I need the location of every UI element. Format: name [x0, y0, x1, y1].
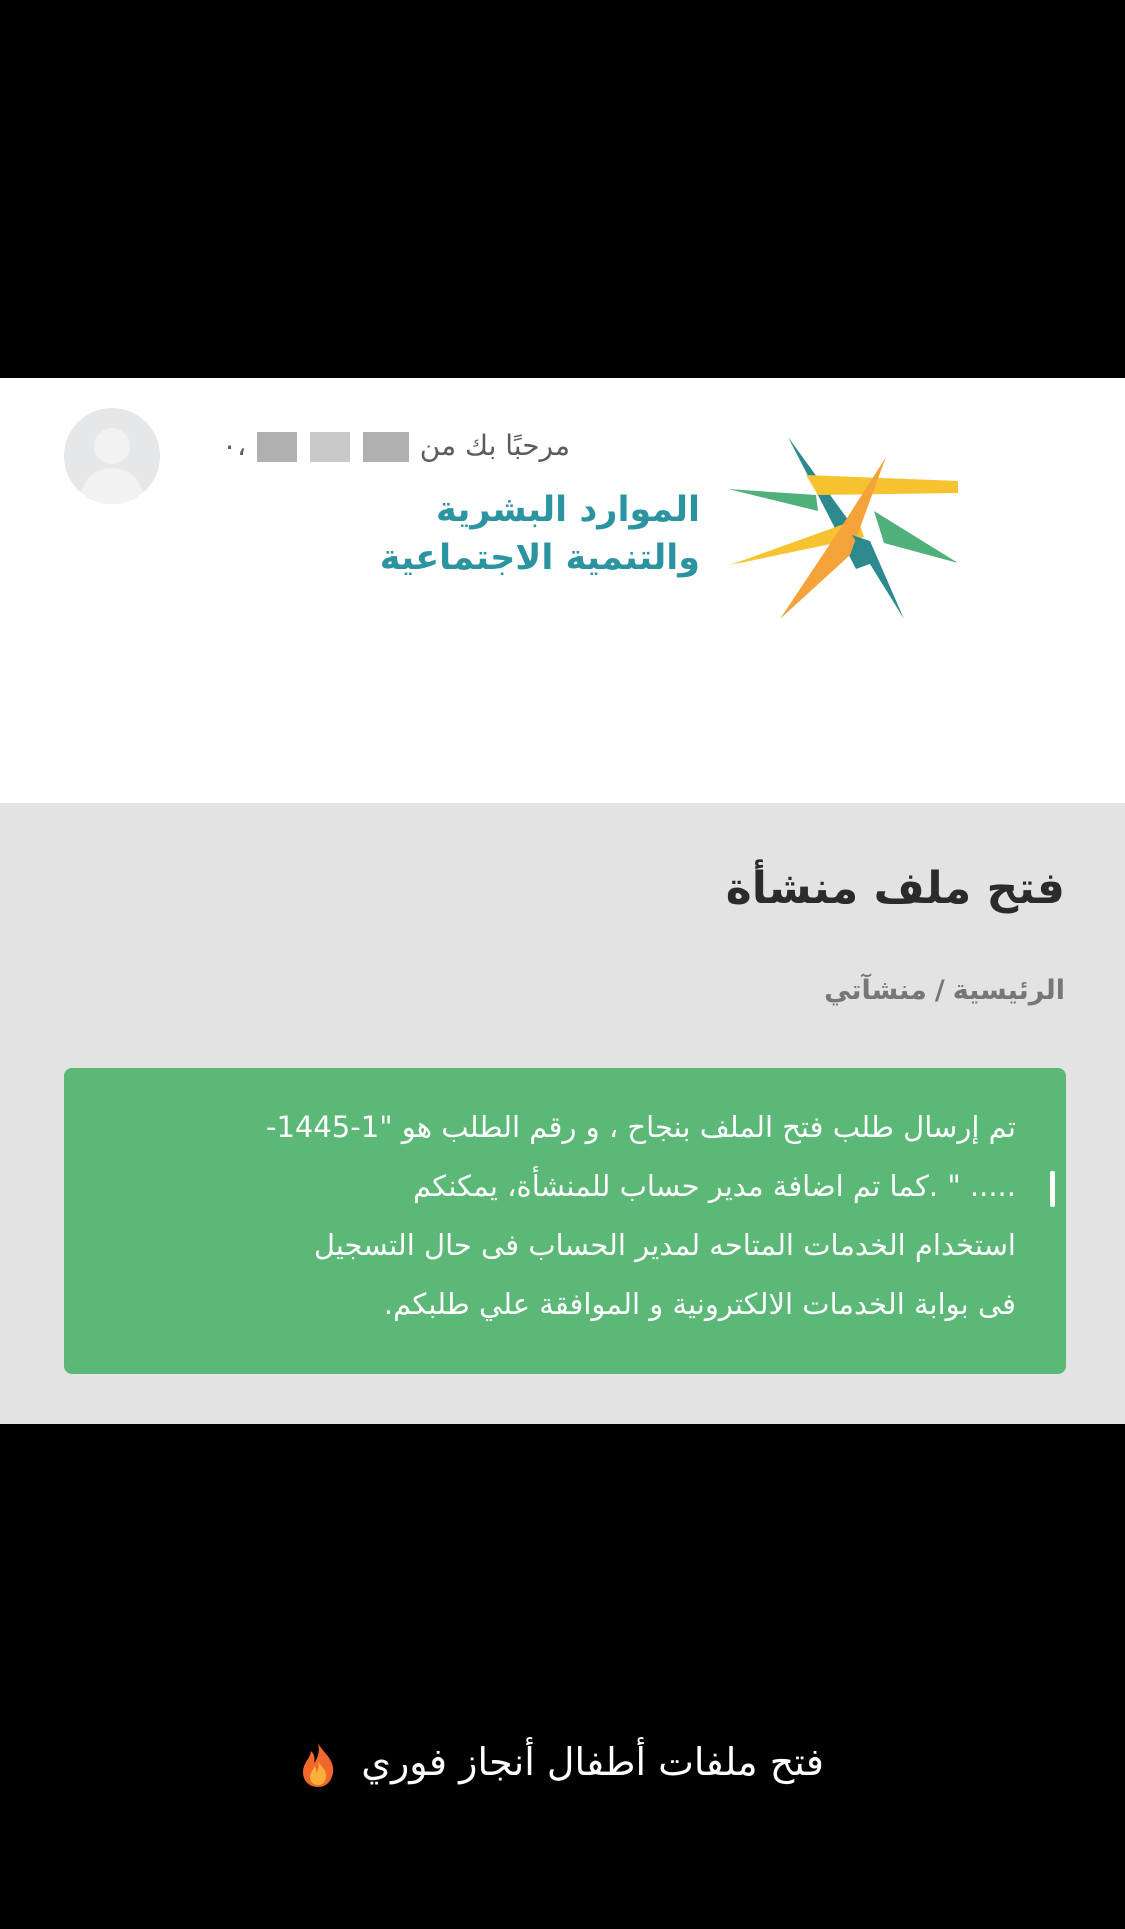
user-avatar-icon[interactable]	[64, 408, 160, 504]
fire-icon	[301, 1743, 335, 1787]
text-cursor-icon	[1050, 1171, 1055, 1207]
site-header	[0, 378, 1125, 803]
redacted-name-icon	[363, 432, 409, 462]
alert-line-3: استخدام الخدمات المتاحه لمدير الحساب فى حال التسجيل	[313, 1228, 1016, 1262]
breadcrumb-current: منشآتي	[824, 975, 927, 1006]
logo-line-1: الموارد البشرية	[435, 490, 700, 530]
redacted-name-icon	[257, 432, 297, 462]
success-alert	[64, 1068, 1066, 1374]
breadcrumb	[824, 975, 1065, 1006]
alert-line-1: تم إرسال طلب فتح الملف بنجاح ، و رقم الطلب هو "1-1445-	[265, 1110, 1016, 1144]
welcome-suffix: ،٠	[222, 429, 247, 462]
welcome-prefix: مرحبًا بك	[464, 429, 570, 462]
logo-line-2: والتنمية الاجتماعية	[379, 538, 700, 578]
welcome-message	[190, 424, 570, 468]
caption-text: فتح ملفات أطفال أنجاز فوري	[361, 1740, 824, 1784]
main-content	[0, 803, 1125, 1424]
breadcrumb-home[interactable]: الرئيسية	[952, 975, 1065, 1006]
logo-wordmark	[340, 486, 700, 582]
story-caption	[0, 1732, 1125, 1792]
alert-line-2: ..... " .كما تم اضافة مدير حساب للمنشأة، يمكنكم	[413, 1169, 1016, 1203]
hrsd-star-logo-icon	[728, 437, 958, 619]
welcome-partial: من	[419, 429, 457, 462]
alert-line-4: فى بوابة الخدمات الالكترونية و الموافقة علي طلبكم.	[383, 1287, 1016, 1321]
breadcrumb-separator: /	[934, 975, 945, 1006]
redacted-name-icon	[310, 432, 350, 462]
page-title: فتح ملف منشأة	[725, 863, 1065, 914]
screenshot-frame	[0, 378, 1125, 1424]
